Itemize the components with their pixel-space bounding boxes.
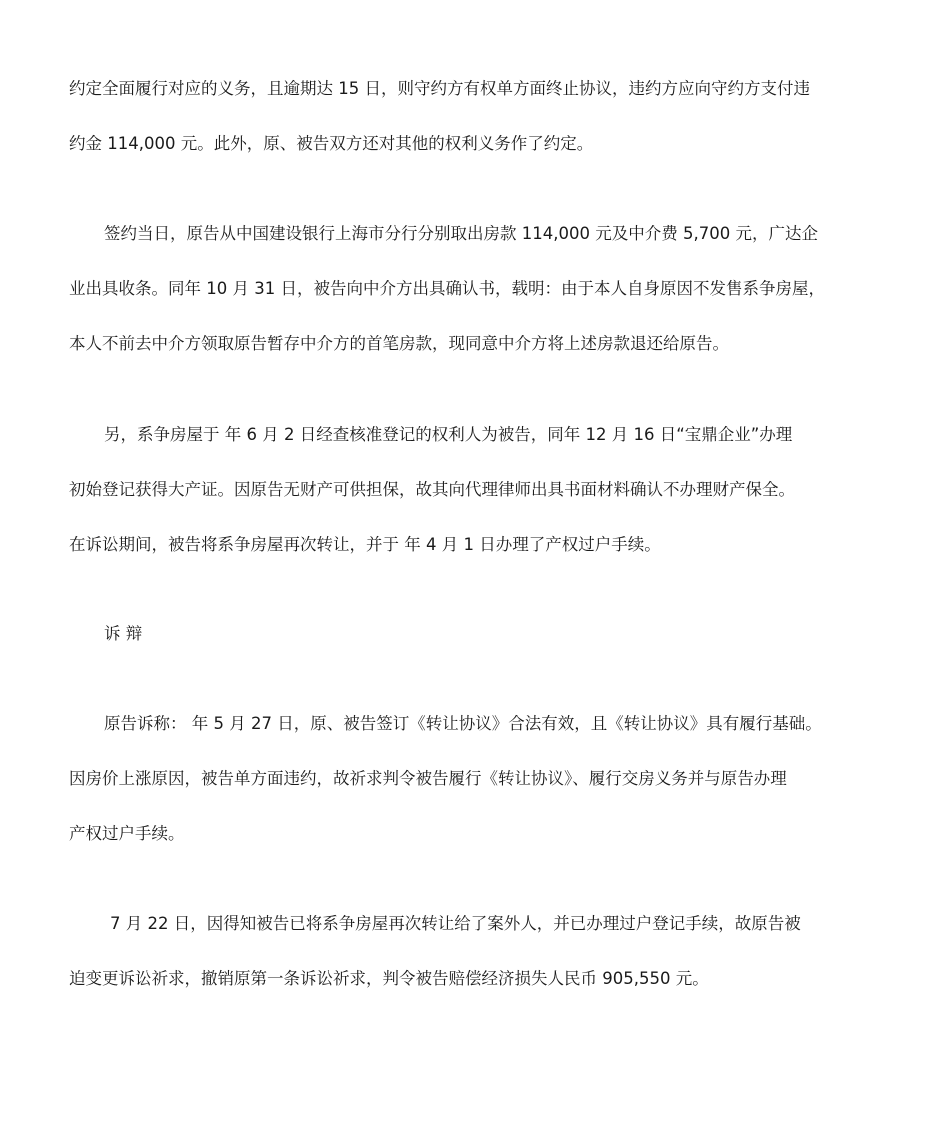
paragraph-3-line-2: 初始登记获得大产证。因原告无财产可供担保，故其向代理律师出具书面材料确认不办理财产保全。 (69, 480, 795, 499)
paragraph-5-line-2: 迫变更诉讼祈求，撤销原第一条诉讼祈求，判令被告赔偿经济损失人民币 905,550 元。 (69, 969, 709, 988)
paragraph-4-line-3: 产权过户手续。 (69, 824, 185, 843)
paragraph-4-line-2: 因房价上涨原因，被告单方面违约，故祈求判令被告履行《转让协议》、履行交房义务并与原告办理 (69, 769, 787, 788)
paragraph-2-line-1: 签约当日，原告从中国建设银行上海市分行分别取出房款 114,000 元及中介费 5,700 元，广达企 (104, 224, 818, 243)
section-heading: 诉 辩 (104, 624, 143, 643)
paragraph-4-line-1: 原告诉称： 年 5 月 27 日，原、被告签订《转让协议》合法有效，且《转让协议》具有履行基础。 (104, 714, 822, 733)
paragraph-3-line-3: 在诉讼期间，被告将系争房屋再次转让，并于 年 4 月 1 日办理了产权过户手续。 (69, 535, 661, 554)
paragraph-1-line-2: 约金 114,000 元。此外，原、被告双方还对其他的权利义务作了约定。 (69, 134, 594, 153)
paragraph-1-line-1: 约定全面履行对应的义务，且逾期达 15 日，则守约方有权单方面终止协议，违约方应向守约方支付违 (69, 79, 810, 98)
paragraph-5-line-1: 7 月 22 日，因得知被告已将系争房屋再次转让给了案外人，并已办理过户登记手续，故原告被 (110, 914, 801, 933)
paragraph-2-line-2: 业出具收条。同年 10 月 31 日，被告向中介方出具确认书，载明：由于本人自身原因不发售系争房屋， (69, 279, 825, 298)
paragraph-3-line-1: 另，系争房屋于 年 6 月 2 日经查核准登记的权利人为被告，同年 12 月 16 日“宝鼎企业”办理 (104, 425, 793, 444)
paragraph-2-line-3: 本人不前去中介方领取原告暂存中介方的首笔房款，现同意中介方将上述房款退还给原告。 (69, 334, 729, 353)
